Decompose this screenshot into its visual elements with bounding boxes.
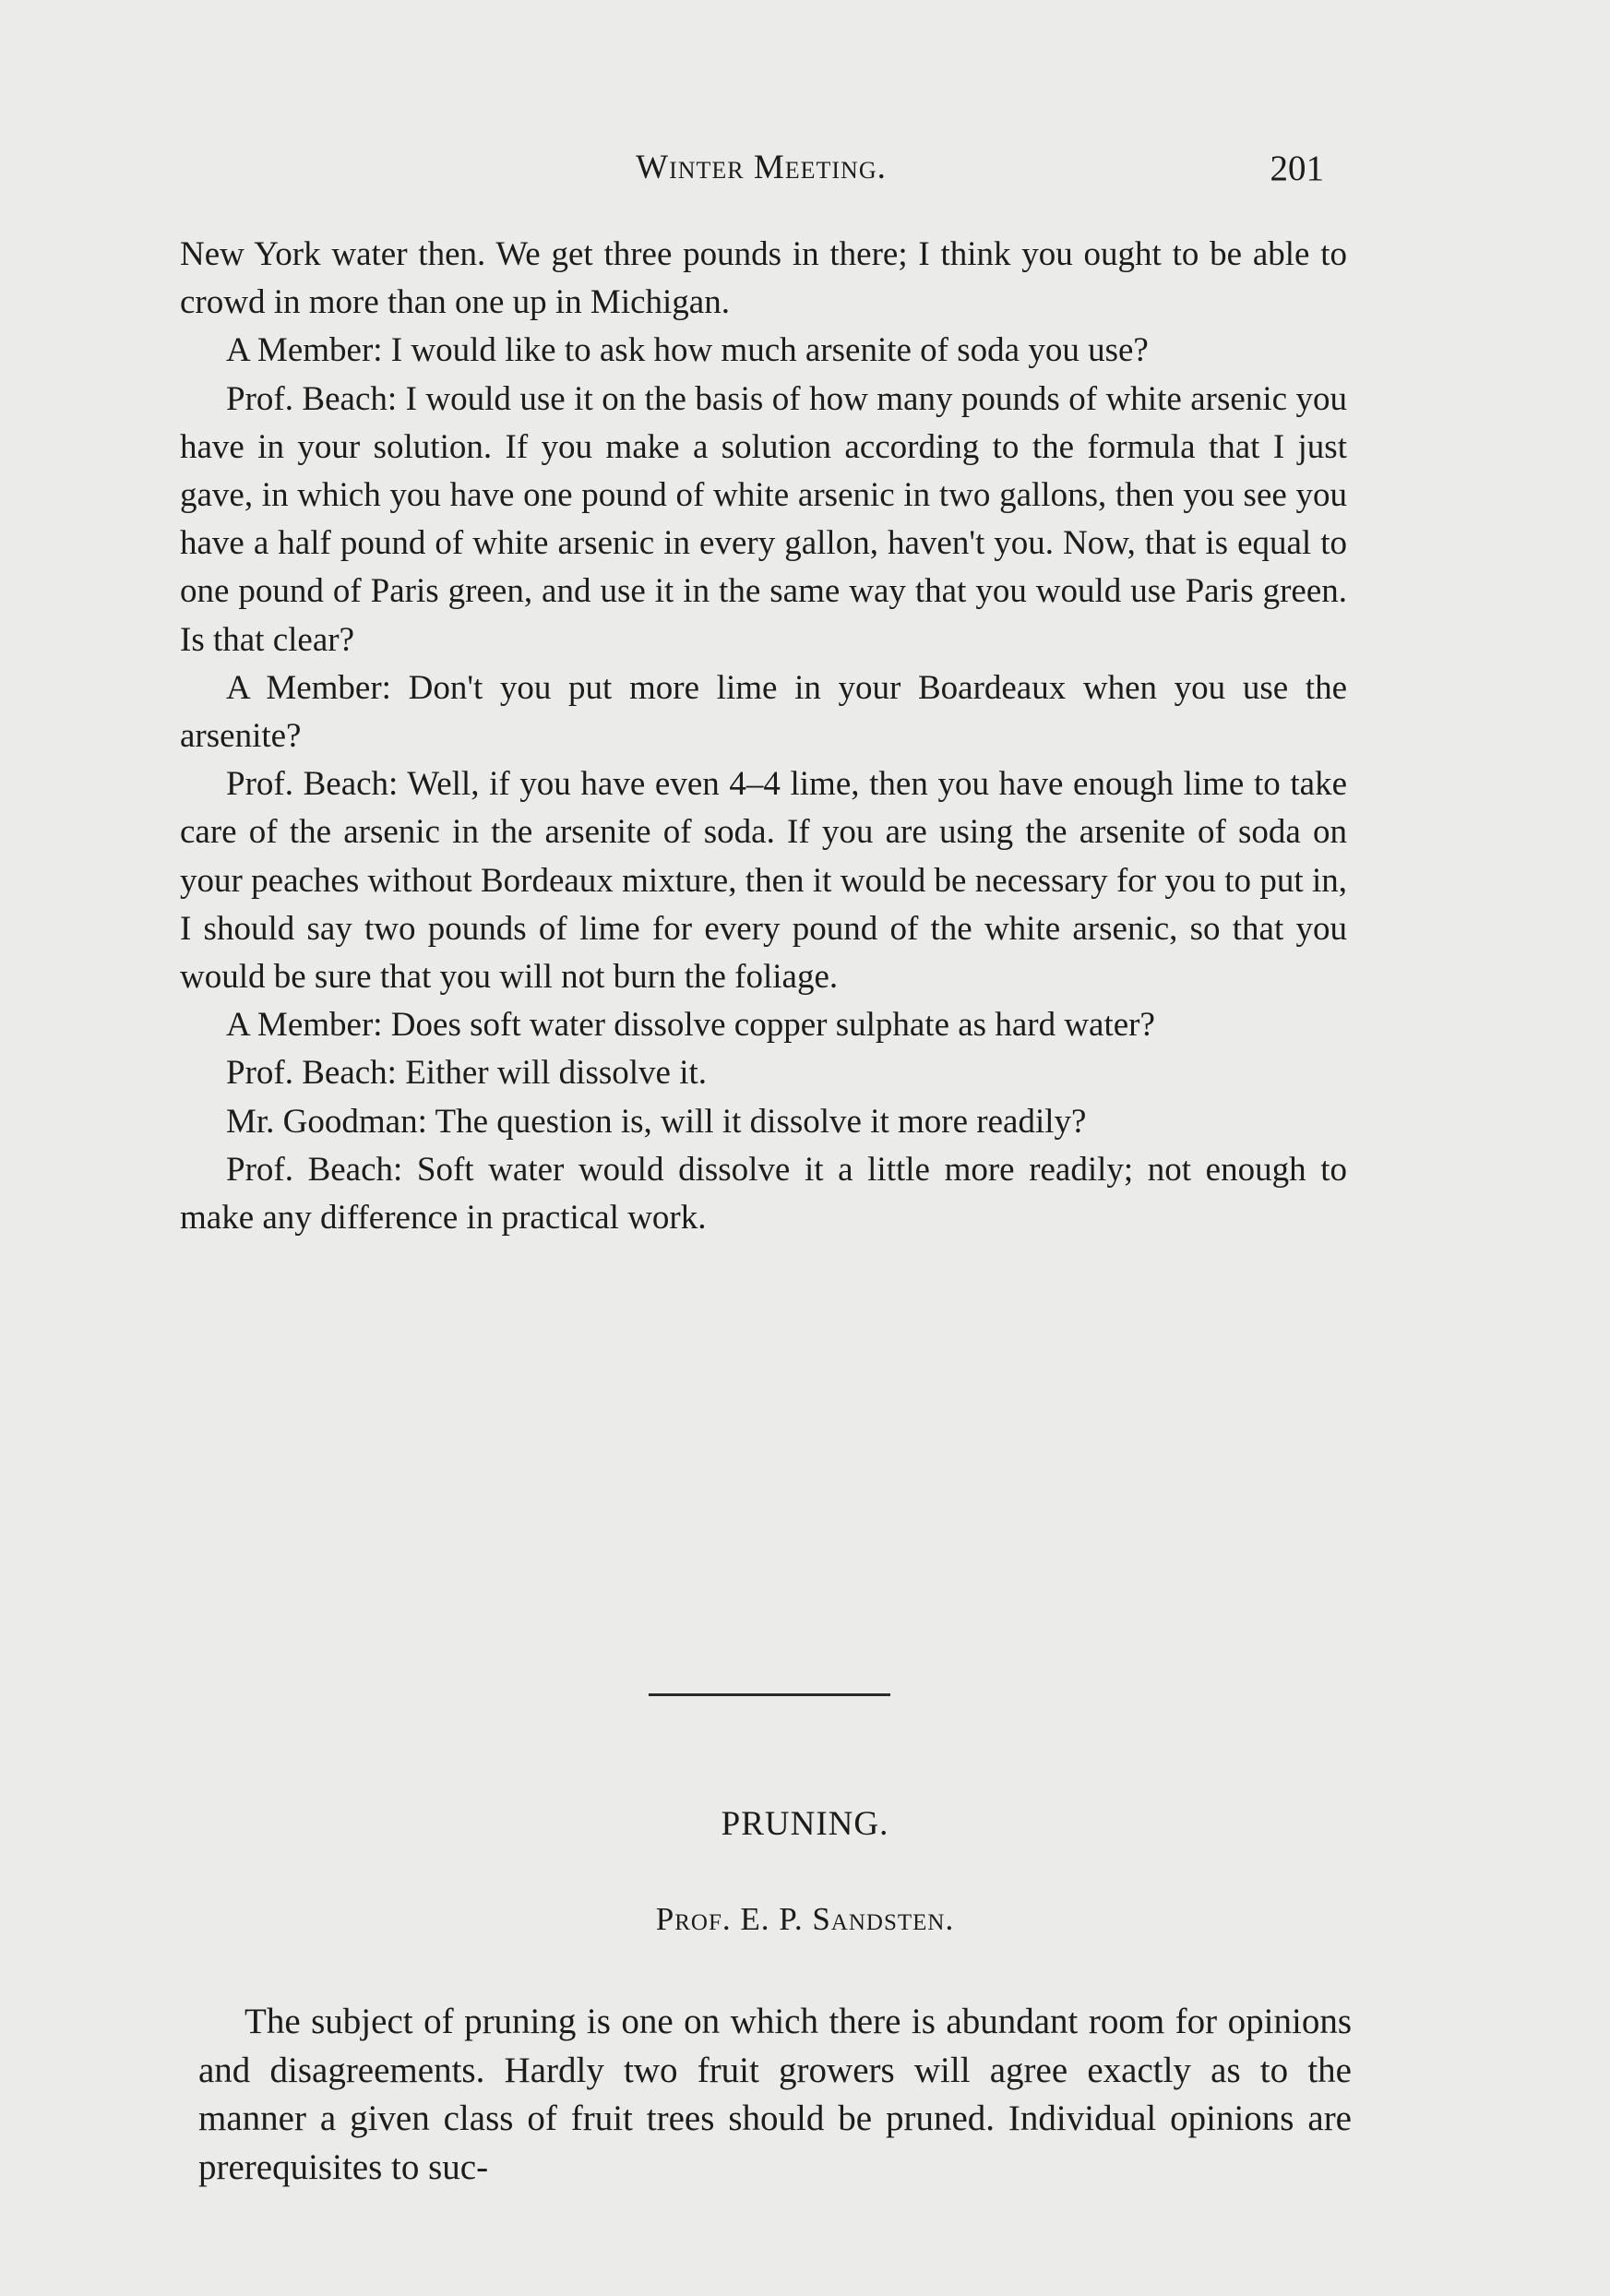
paragraph-continuation: New York water then. We get three pounds in there; I think you ought to be able to crowd in more than one up in Michigan. — [180, 235, 1347, 322]
section-author: Prof. E. P. Sandsten. — [655, 1901, 955, 1937]
paragraph-beach-answer-arsenite: Prof. Beach: I would use it on the basis of how many pounds of white arsenic you have in your solution. If you make a solution according to the formula that I just gave, in which you have one pound of white arsenic in two gallons, then you see you have a half pound of white arsenic in every gallon, haven't you. Now, that is equal to one pound of Paris green, and use it in the same way that you would use Paris green. Is that clear? — [180, 379, 1347, 659]
running-head — [180, 148, 1342, 194]
paragraph-member-question-lime: A Member: Don't you put more lime in your Boardeaux when you use the arsenite? — [180, 668, 1347, 756]
dialogue-text — [180, 231, 1347, 1242]
section-title: PRUNING. — [721, 1805, 889, 1843]
paragraph-beach-answer-water: Prof. Beach: Either will dissolve it. — [226, 1054, 707, 1093]
paragraph-member-question-arsenite: A Member: I would like to ask how much arsenite of soda you use? — [226, 331, 1149, 370]
section-body-paragraph: The subject of pruning is one on which there is abundant room for opinions and disagreements. Hardly two fruit growers will agree exactly as to the manner a given class of fruit trees should be pruned. Individual opinions are prerequisites to suc- — [198, 2002, 1352, 2187]
running-title: Winter Meeting. — [636, 149, 887, 186]
paragraph-member-question-water: A Member: Does soft water dissolve copper sulphate as hard water? — [226, 1006, 1155, 1045]
paragraph-goodman-question: Mr. Goodman: The question is, will it dissolve it more readily? — [226, 1102, 1087, 1141]
page-number: 201 — [1270, 149, 1324, 188]
paragraph-beach-answer-lime: Prof. Beach: Well, if you have even 4–4 lime, then you have enough lime to take care of the arsenic in the arsenite of soda. If you are using the arsenite of soda on your peaches without Bordeaux mixture, then it would be necessary for you to put in, I should say two pounds of lime for every pound of the white arsenic, so that you would be sure that you will not burn the foliage. — [180, 765, 1347, 997]
section-divider — [649, 1693, 890, 1696]
paragraph-beach-answer-soft-water: Prof. Beach: Soft water would dissolve it a little more readily; not enough to make any difference in practical work. — [180, 1150, 1347, 1238]
